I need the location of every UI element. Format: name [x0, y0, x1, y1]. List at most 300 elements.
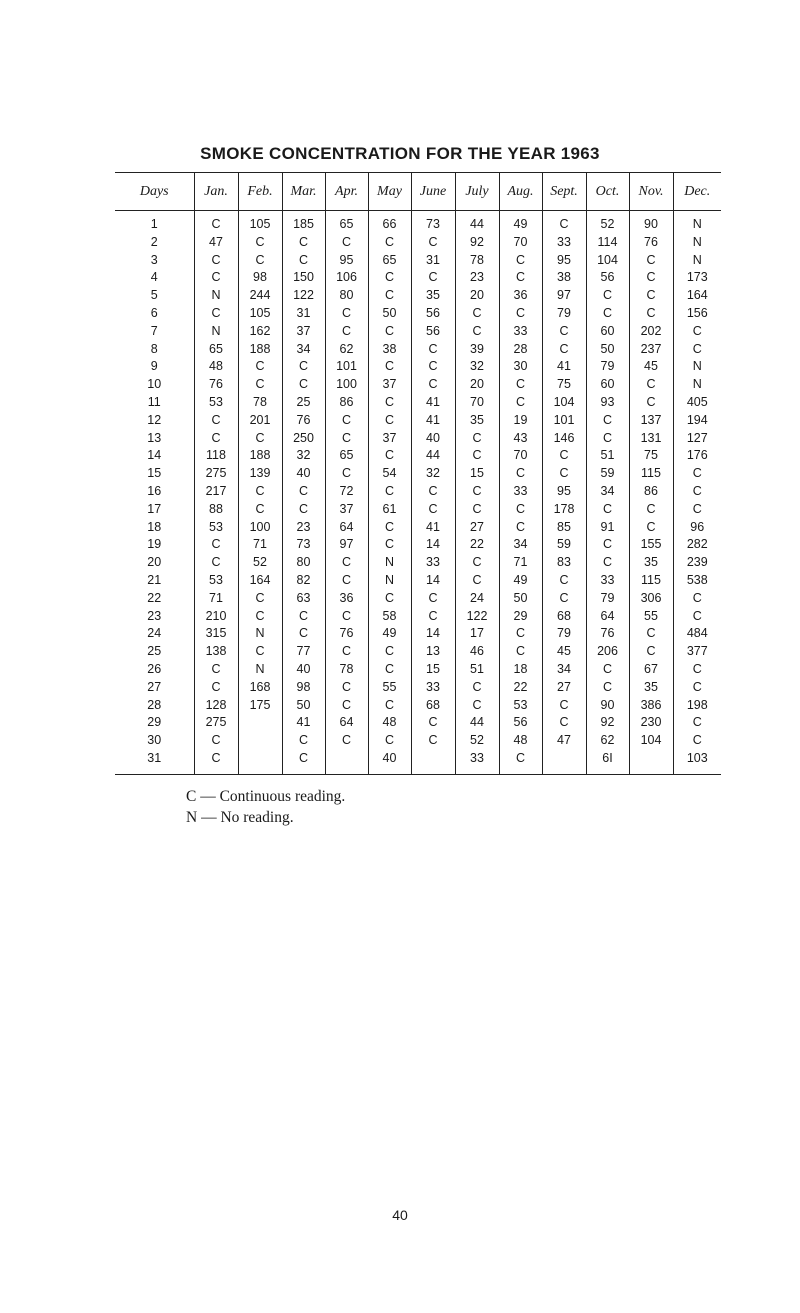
table-row — [115, 323, 721, 341]
reading-cell: 86 — [325, 394, 368, 412]
reading-cell: 35 — [455, 412, 499, 430]
reading-cell: 194 — [673, 412, 721, 430]
table-row — [115, 412, 721, 430]
reading-cell: 33 — [499, 323, 542, 341]
reading-cell: C — [368, 269, 411, 287]
reading-cell: 33 — [411, 679, 455, 697]
reading-cell: 275 — [194, 714, 238, 732]
reading-cell: 32 — [455, 358, 499, 376]
table-row — [115, 430, 721, 448]
table-row — [115, 287, 721, 305]
column-header-may: May — [368, 173, 411, 211]
reading-cell: C — [238, 430, 282, 448]
reading-cell: C — [411, 714, 455, 732]
reading-cell: 114 — [586, 234, 629, 252]
reading-cell: C — [586, 287, 629, 305]
reading-cell: 64 — [586, 608, 629, 626]
reading-cell: 47 — [542, 732, 586, 750]
reading-cell: 68 — [411, 697, 455, 715]
reading-cell: 92 — [586, 714, 629, 732]
reading-cell: 239 — [673, 554, 721, 572]
reading-cell: 41 — [411, 394, 455, 412]
table-row — [115, 732, 721, 750]
reading-cell: 34 — [499, 536, 542, 554]
reading-cell: C — [368, 234, 411, 252]
reading-cell: 88 — [194, 501, 238, 519]
day-cell: 1 — [150, 217, 158, 231]
reading-cell: C — [194, 732, 238, 750]
reading-cell: N — [673, 376, 721, 394]
reading-cell: 155 — [629, 536, 673, 554]
reading-cell: C — [586, 679, 629, 697]
reading-cell: N — [673, 252, 721, 270]
reading-cell: 50 — [499, 590, 542, 608]
reading-cell: 67 — [629, 661, 673, 679]
table-row — [115, 269, 721, 287]
day-cell: 3 — [150, 252, 158, 267]
reading-cell — [238, 750, 282, 774]
reading-cell: 106 — [325, 269, 368, 287]
reading-cell: 377 — [673, 643, 721, 661]
reading-cell: C — [586, 661, 629, 679]
reading-cell: C — [238, 252, 282, 270]
reading-cell: 56 — [411, 323, 455, 341]
reading-cell: 58 — [368, 608, 411, 626]
reading-cell: C — [455, 554, 499, 572]
reading-cell: C — [455, 305, 499, 323]
reading-cell: 49 — [499, 572, 542, 590]
reading-cell: 37 — [368, 376, 411, 394]
column-header-apr: Apr. — [325, 173, 368, 211]
reading-cell: 105 — [238, 305, 282, 323]
reading-cell: 79 — [586, 590, 629, 608]
reading-cell: C — [368, 447, 411, 465]
reading-cell: 50 — [282, 697, 325, 715]
reading-cell: 139 — [238, 465, 282, 483]
reading-cell: 538 — [673, 572, 721, 590]
reading-cell: 198 — [673, 697, 721, 715]
reading-cell: 51 — [455, 661, 499, 679]
reading-cell: C — [673, 608, 721, 626]
day-cell: 8 — [150, 341, 158, 356]
reading-cell: 115 — [629, 572, 673, 590]
reading-cell: C — [586, 554, 629, 572]
reading-cell: 60 — [586, 323, 629, 341]
table-row — [115, 608, 721, 626]
reading-cell: 36 — [499, 287, 542, 305]
table-row — [115, 447, 721, 465]
reading-cell: C — [238, 376, 282, 394]
reading-cell: 75 — [629, 447, 673, 465]
reading-cell: 217 — [194, 483, 238, 501]
reading-cell: 275 — [194, 465, 238, 483]
day-cell: 17 — [147, 501, 162, 516]
reading-cell: C — [282, 483, 325, 501]
reading-cell: 122 — [282, 287, 325, 305]
day-cell: 30 — [147, 733, 162, 748]
reading-cell: 315 — [194, 625, 238, 643]
day-cell: 25 — [147, 644, 162, 659]
reading-cell: 90 — [629, 211, 673, 234]
reading-cell: C — [542, 465, 586, 483]
reading-cell: C — [586, 430, 629, 448]
reading-cell: 22 — [455, 536, 499, 554]
reading-cell: C — [629, 252, 673, 270]
reading-cell: C — [282, 252, 325, 270]
reading-cell: 173 — [673, 269, 721, 287]
reading-cell: C — [499, 394, 542, 412]
reading-cell: 100 — [238, 519, 282, 537]
reading-cell: C — [238, 358, 282, 376]
reading-cell: 41 — [542, 358, 586, 376]
reading-cell: C — [411, 358, 455, 376]
reading-cell: 92 — [455, 234, 499, 252]
reading-cell: 128 — [194, 697, 238, 715]
column-header-aug: Aug. — [499, 173, 542, 211]
reading-cell: C — [542, 697, 586, 715]
reading-cell: 131 — [629, 430, 673, 448]
reading-cell: C — [325, 465, 368, 483]
reading-cell: 104 — [542, 394, 586, 412]
reading-cell: 188 — [238, 447, 282, 465]
reading-cell: 22 — [499, 679, 542, 697]
reading-cell: C — [194, 679, 238, 697]
reading-cell: 201 — [238, 412, 282, 430]
table-row — [115, 252, 721, 270]
reading-cell: C — [499, 305, 542, 323]
reading-cell: 82 — [282, 572, 325, 590]
reading-cell: 39 — [455, 341, 499, 359]
reading-cell: 101 — [542, 412, 586, 430]
reading-cell: 38 — [542, 269, 586, 287]
reading-cell: 386 — [629, 697, 673, 715]
reading-cell: 23 — [455, 269, 499, 287]
reading-cell: 210 — [194, 608, 238, 626]
reading-cell: 100 — [325, 376, 368, 394]
reading-cell: 90 — [586, 697, 629, 715]
table-row — [115, 211, 721, 234]
column-header-jan: Jan. — [194, 173, 238, 211]
reading-cell: 15 — [455, 465, 499, 483]
reading-cell: C — [194, 554, 238, 572]
reading-cell: 95 — [325, 252, 368, 270]
reading-cell: 62 — [586, 732, 629, 750]
reading-cell: C — [455, 679, 499, 697]
reading-cell: 164 — [673, 287, 721, 305]
table-row — [115, 679, 721, 697]
reading-cell: 76 — [325, 625, 368, 643]
day-cell: 18 — [147, 519, 162, 534]
smoke-concentration-table — [115, 172, 721, 775]
reading-cell: C — [455, 483, 499, 501]
reading-cell: 14 — [411, 536, 455, 554]
table-body — [115, 211, 721, 775]
reading-cell: 70 — [499, 447, 542, 465]
reading-cell: C — [499, 501, 542, 519]
reading-cell: C — [542, 590, 586, 608]
reading-cell: C — [411, 501, 455, 519]
reading-cell: C — [368, 483, 411, 501]
reading-cell: C — [411, 376, 455, 394]
reading-cell: 206 — [586, 643, 629, 661]
reading-cell: C — [673, 323, 721, 341]
reading-cell: C — [542, 211, 586, 234]
legend-continuous: C — Continuous reading. — [186, 788, 346, 805]
reading-cell: 53 — [499, 697, 542, 715]
reading-cell: C — [542, 323, 586, 341]
reading-cell: 20 — [455, 287, 499, 305]
reading-cell: C — [411, 732, 455, 750]
table-row — [115, 554, 721, 572]
reading-cell: C — [499, 465, 542, 483]
reading-cell: C — [673, 714, 721, 732]
reading-cell: C — [455, 323, 499, 341]
reading-cell: 32 — [411, 465, 455, 483]
reading-cell: C — [368, 358, 411, 376]
reading-cell: 31 — [282, 305, 325, 323]
reading-cell: C — [282, 625, 325, 643]
day-cell: 13 — [147, 430, 162, 445]
reading-cell: C — [673, 679, 721, 697]
reading-cell: C — [411, 590, 455, 608]
day-cell: 5 — [150, 288, 158, 303]
reading-cell: 118 — [194, 447, 238, 465]
reading-cell: C — [238, 501, 282, 519]
reading-cell: 162 — [238, 323, 282, 341]
reading-cell: 56 — [586, 269, 629, 287]
page-title: SMOKE CONCENTRATION FOR THE YEAR 1963 — [200, 144, 600, 163]
reading-cell: C — [282, 608, 325, 626]
reading-cell: 52 — [455, 732, 499, 750]
reading-cell: 29 — [499, 608, 542, 626]
reading-cell: 101 — [325, 358, 368, 376]
day-cell: 12 — [147, 412, 162, 427]
reading-cell: 46 — [455, 643, 499, 661]
reading-cell: 19 — [499, 412, 542, 430]
reading-cell: C — [673, 341, 721, 359]
day-cell: 10 — [147, 377, 162, 392]
reading-cell: C — [194, 211, 238, 234]
reading-cell: 65 — [325, 447, 368, 465]
reading-cell: 40 — [411, 430, 455, 448]
reading-cell: 71 — [238, 536, 282, 554]
reading-cell: C — [629, 501, 673, 519]
reading-cell: 34 — [542, 661, 586, 679]
day-cell: 9 — [150, 359, 158, 374]
reading-cell: N — [238, 625, 282, 643]
table-row — [115, 536, 721, 554]
reading-cell: C — [368, 394, 411, 412]
column-header-july: July — [455, 173, 499, 211]
day-cell: 28 — [147, 697, 162, 712]
reading-cell: 14 — [411, 572, 455, 590]
reading-cell: 32 — [282, 447, 325, 465]
day-cell: 31 — [115, 750, 194, 774]
reading-cell: C — [194, 269, 238, 287]
reading-cell: C — [411, 608, 455, 626]
reading-cell: C — [499, 643, 542, 661]
reading-cell: 65 — [368, 252, 411, 270]
reading-cell: 76 — [282, 412, 325, 430]
column-header-sept: Sept. — [542, 173, 586, 211]
column-header-feb: Feb. — [238, 173, 282, 211]
reading-cell: 86 — [629, 483, 673, 501]
reading-cell: C — [542, 714, 586, 732]
day-cell: 21 — [147, 572, 162, 587]
reading-cell: 33 — [411, 554, 455, 572]
reading-cell: 53 — [194, 394, 238, 412]
reading-cell: C — [282, 358, 325, 376]
reading-cell: C — [499, 269, 542, 287]
table-row — [115, 643, 721, 661]
reading-cell: C — [194, 536, 238, 554]
reading-cell: C — [455, 697, 499, 715]
day-cell: 29 — [147, 715, 162, 730]
reading-cell: 405 — [673, 394, 721, 412]
reading-cell: 25 — [282, 394, 325, 412]
reading-cell: 52 — [238, 554, 282, 572]
reading-cell: 64 — [325, 714, 368, 732]
reading-cell — [542, 750, 586, 774]
reading-cell: 93 — [586, 394, 629, 412]
reading-cell: C — [499, 519, 542, 537]
reading-cell: C — [194, 430, 238, 448]
reading-cell: C — [673, 501, 721, 519]
reading-cell: 127 — [673, 430, 721, 448]
reading-cell — [325, 750, 368, 774]
reading-cell — [629, 750, 673, 774]
reading-cell: 78 — [325, 661, 368, 679]
reading-cell: C — [586, 305, 629, 323]
reading-cell: 72 — [325, 483, 368, 501]
reading-cell: 20 — [455, 376, 499, 394]
table-row — [115, 625, 721, 643]
reading-cell: 54 — [368, 465, 411, 483]
reading-cell: 79 — [586, 358, 629, 376]
reading-cell: C — [455, 572, 499, 590]
reading-cell: 91 — [586, 519, 629, 537]
reading-cell: 27 — [455, 519, 499, 537]
reading-cell: C — [368, 590, 411, 608]
reading-cell: C — [368, 287, 411, 305]
reading-cell: C — [411, 269, 455, 287]
reading-cell: C — [325, 234, 368, 252]
reading-cell: 37 — [325, 501, 368, 519]
table-row — [115, 501, 721, 519]
reading-cell: 56 — [499, 714, 542, 732]
reading-cell: 6I — [586, 750, 629, 774]
reading-cell: 73 — [282, 536, 325, 554]
reading-cell: 115 — [629, 465, 673, 483]
column-header-oct: Oct. — [586, 173, 629, 211]
reading-cell: C — [586, 412, 629, 430]
reading-cell: 85 — [542, 519, 586, 537]
reading-cell: 48 — [499, 732, 542, 750]
reading-cell: 50 — [586, 341, 629, 359]
day-cell: 24 — [147, 626, 162, 641]
reading-cell: 59 — [586, 465, 629, 483]
reading-cell: C — [455, 430, 499, 448]
table-row — [115, 305, 721, 323]
reading-cell: 77 — [282, 643, 325, 661]
reading-cell: 28 — [499, 341, 542, 359]
reading-cell: 138 — [194, 643, 238, 661]
reading-cell: 23 — [282, 519, 325, 537]
reading-cell: 38 — [368, 341, 411, 359]
day-cell: 16 — [147, 483, 162, 498]
reading-cell: C — [325, 554, 368, 572]
reading-cell: C — [282, 376, 325, 394]
reading-cell: 36 — [325, 590, 368, 608]
reading-cell: 35 — [411, 287, 455, 305]
reading-cell: 250 — [282, 430, 325, 448]
reading-cell: C — [368, 323, 411, 341]
reading-cell: 73 — [411, 211, 455, 234]
reading-cell: C — [238, 590, 282, 608]
reading-cell: 47 — [194, 234, 238, 252]
column-header-june: June — [411, 173, 455, 211]
reading-cell: 70 — [455, 394, 499, 412]
reading-cell: 76 — [194, 376, 238, 394]
reading-cell: 80 — [325, 287, 368, 305]
reading-cell: 64 — [325, 519, 368, 537]
reading-cell: C — [194, 412, 238, 430]
day-cell: 22 — [147, 590, 162, 605]
reading-cell: 24 — [455, 590, 499, 608]
reading-cell: N — [238, 661, 282, 679]
reading-cell: C — [325, 732, 368, 750]
reading-cell: 306 — [629, 590, 673, 608]
reading-cell: C — [542, 341, 586, 359]
table-row — [115, 572, 721, 590]
reading-cell: 237 — [629, 341, 673, 359]
day-cell: 26 — [147, 661, 162, 676]
reading-cell: 15 — [411, 661, 455, 679]
reading-cell: N — [368, 554, 411, 572]
reading-cell: 79 — [542, 625, 586, 643]
reading-cell: C — [282, 501, 325, 519]
reading-cell: C — [629, 376, 673, 394]
day-cell: 11 — [147, 394, 161, 409]
reading-cell: 202 — [629, 323, 673, 341]
reading-cell: 45 — [629, 358, 673, 376]
reading-cell: C — [673, 732, 721, 750]
reading-cell: 44 — [455, 714, 499, 732]
reading-cell: C — [325, 608, 368, 626]
reading-cell: C — [499, 376, 542, 394]
reading-cell: C — [368, 661, 411, 679]
reading-cell: 150 — [282, 269, 325, 287]
reading-cell: 41 — [411, 412, 455, 430]
reading-cell: C — [673, 483, 721, 501]
reading-cell: 44 — [411, 447, 455, 465]
reading-cell: 282 — [673, 536, 721, 554]
day-cell: 19 — [147, 537, 162, 552]
reading-cell: C — [325, 572, 368, 590]
reading-cell: 95 — [542, 483, 586, 501]
reading-cell: 37 — [282, 323, 325, 341]
reading-cell: C — [368, 643, 411, 661]
reading-cell: C — [282, 750, 325, 774]
reading-cell: C — [673, 590, 721, 608]
reading-cell: 178 — [542, 501, 586, 519]
reading-cell: 35 — [629, 554, 673, 572]
reading-cell: C — [194, 750, 238, 774]
reading-cell: 79 — [542, 305, 586, 323]
day-cell: 7 — [150, 323, 158, 338]
reading-cell: C — [282, 732, 325, 750]
column-header-mar: Mar. — [282, 173, 325, 211]
